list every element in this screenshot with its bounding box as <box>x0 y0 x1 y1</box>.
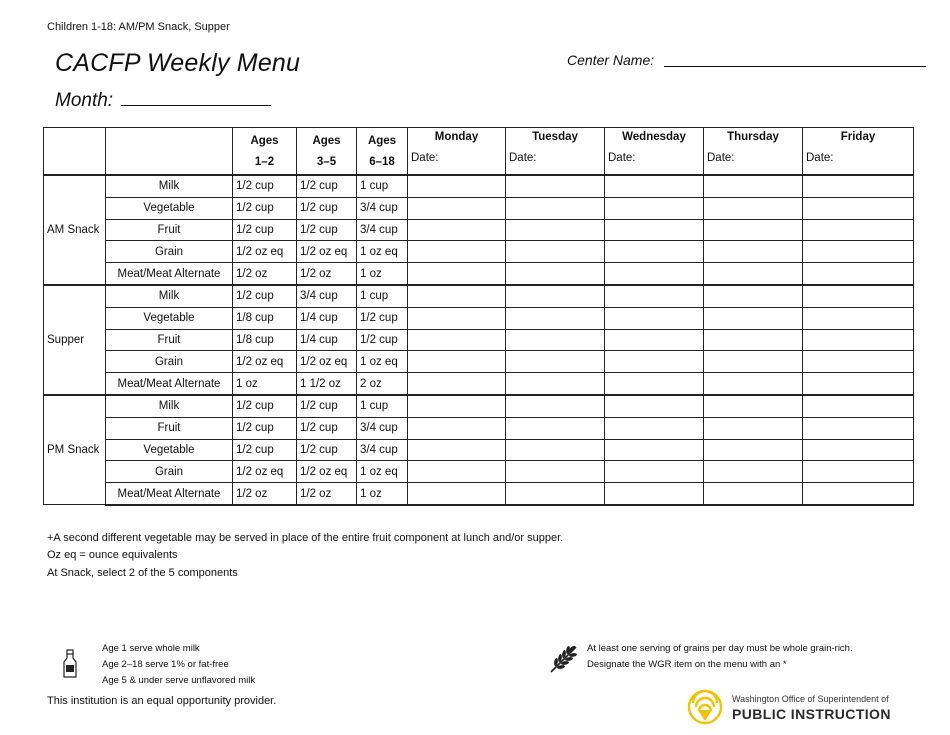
menu-entry-thursday[interactable] <box>704 329 803 351</box>
serving-size-a618: 1/2 cup <box>357 329 408 351</box>
table-row <box>44 285 914 307</box>
menu-entry-friday[interactable] <box>803 417 914 439</box>
footnote: Oz eq = ounce equivalents <box>47 549 178 561</box>
day-header-monday: Monday Date: <box>408 128 506 176</box>
menu-entry-friday[interactable] <box>803 373 914 395</box>
serving-size-a12: 1/8 cup <box>233 307 297 329</box>
component-name: Vegetable <box>106 197 233 219</box>
serving-size-a12: 1/2 cup <box>233 219 297 241</box>
component-name: Grain <box>106 241 233 263</box>
menu-entry-thursday[interactable] <box>704 373 803 395</box>
center-name-label: Center Name: <box>567 52 655 68</box>
table-header-row <box>44 128 914 176</box>
menu-entry-thursday[interactable] <box>704 241 803 263</box>
page-title: CACFP Weekly Menu <box>55 49 301 77</box>
org-name-line1: Washington Office of Superintendent of <box>732 694 889 704</box>
menu-entry-wednesday[interactable] <box>605 461 704 483</box>
serving-size-a12: 1/2 cup <box>233 395 297 417</box>
serving-size-a618: 1 cup <box>357 175 408 197</box>
serving-size-a12: 1/2 oz eq <box>233 241 297 263</box>
table-row <box>44 263 914 285</box>
serving-size-a12: 1/2 cup <box>233 285 297 307</box>
component-name: Grain <box>106 351 233 373</box>
table-row <box>44 329 914 351</box>
serving-size-a35: 1/4 cup <box>297 307 357 329</box>
menu-entry-monday[interactable] <box>408 417 506 439</box>
meal-name: Supper <box>44 285 106 395</box>
menu-entry-monday[interactable] <box>408 373 506 395</box>
serving-size-a35: 1/2 cup <box>297 197 357 219</box>
menu-entry-tuesday[interactable] <box>506 175 605 197</box>
serving-size-a618: 3/4 cup <box>357 197 408 219</box>
menu-entry-monday[interactable] <box>408 175 506 197</box>
component-name: Vegetable <box>106 307 233 329</box>
table-row <box>44 417 914 439</box>
serving-size-a618: 1/2 cup <box>357 307 408 329</box>
serving-size-a35: 1/2 cup <box>297 417 357 439</box>
serving-size-a618: 1 oz <box>357 263 408 285</box>
table-row <box>44 197 914 219</box>
menu-entry-tuesday[interactable] <box>506 483 605 505</box>
menu-entry-thursday[interactable] <box>704 395 803 417</box>
serving-size-a12: 1/2 cup <box>233 417 297 439</box>
menu-entry-wednesday[interactable] <box>605 307 704 329</box>
serving-size-a35: 1/2 cup <box>297 395 357 417</box>
center-name-blank[interactable] <box>664 66 926 67</box>
serving-size-a12: 1/2 oz <box>233 483 297 505</box>
menu-entry-friday[interactable] <box>803 351 914 373</box>
menu-entry-monday[interactable] <box>408 197 506 219</box>
date-label: Date: <box>411 152 439 164</box>
menu-entry-friday[interactable] <box>803 439 914 461</box>
milk-note: Age 2–18 serve 1% or fat-free <box>102 659 229 670</box>
table-row <box>44 351 914 373</box>
menu-entry-friday[interactable] <box>803 483 914 505</box>
serving-size-a12: 1 oz <box>233 373 297 395</box>
component-name: Milk <box>106 395 233 417</box>
menu-entry-monday[interactable] <box>408 483 506 505</box>
table-row <box>44 307 914 329</box>
date-label: Date: <box>806 152 834 164</box>
menu-entry-wednesday[interactable] <box>605 285 704 307</box>
component-name: Meat/Meat Alternate <box>106 373 233 395</box>
menu-entry-tuesday[interactable] <box>506 395 605 417</box>
serving-size-a618: 3/4 cup <box>357 439 408 461</box>
serving-size-a618: 3/4 cup <box>357 219 408 241</box>
serving-size-a12: 1/2 oz eq <box>233 461 297 483</box>
serving-size-a35: 1/2 oz <box>297 263 357 285</box>
blank-header <box>44 128 106 176</box>
menu-entry-monday[interactable] <box>408 461 506 483</box>
serving-size-a618: 3/4 cup <box>357 417 408 439</box>
menu-entry-tuesday[interactable] <box>506 351 605 373</box>
menu-entry-wednesday[interactable] <box>605 351 704 373</box>
wheat-icon <box>548 643 580 675</box>
menu-table <box>43 127 914 506</box>
age-header-6-18: Ages 6–18 <box>357 128 408 176</box>
serving-size-a35: 1/2 cup <box>297 219 357 241</box>
component-name: Grain <box>106 461 233 483</box>
menu-entry-wednesday[interactable] <box>605 439 704 461</box>
serving-size-a12: 1/2 cup <box>233 175 297 197</box>
page-subtitle: Children 1-18: AM/PM Snack, Supper <box>47 21 230 33</box>
serving-size-a618: 1 oz eq <box>357 461 408 483</box>
menu-entry-thursday[interactable] <box>704 285 803 307</box>
serving-size-a12: 1/2 cup <box>233 197 297 219</box>
date-label: Date: <box>509 152 537 164</box>
menu-entry-wednesday[interactable] <box>605 219 704 241</box>
day-header-thursday: Thursday Date: <box>704 128 803 176</box>
menu-entry-thursday[interactable] <box>704 263 803 285</box>
menu-entry-wednesday[interactable] <box>605 329 704 351</box>
serving-size-a35: 1/2 oz <box>297 483 357 505</box>
ospi-sun-logo <box>686 688 724 726</box>
serving-size-a35: 1/2 oz eq <box>297 241 357 263</box>
menu-entry-friday[interactable] <box>803 307 914 329</box>
footnote: +A second different vegetable may be served in place of the entire fruit component at lunch and/or supper. <box>47 532 564 544</box>
grain-note: Designate the WGR item on the menu with an * <box>587 659 787 670</box>
menu-entry-thursday[interactable] <box>704 483 803 505</box>
component-name: Fruit <box>106 329 233 351</box>
menu-entry-monday[interactable] <box>408 439 506 461</box>
menu-entry-wednesday[interactable] <box>605 263 704 285</box>
menu-entry-thursday[interactable] <box>704 461 803 483</box>
serving-size-a618: 1 oz eq <box>357 241 408 263</box>
table-row <box>44 483 914 505</box>
menu-entry-tuesday[interactable] <box>506 329 605 351</box>
age-header-3-5: Ages 3–5 <box>297 128 357 176</box>
menu-entry-tuesday[interactable] <box>506 461 605 483</box>
menu-entry-thursday[interactable] <box>704 439 803 461</box>
serving-size-a35: 1/4 cup <box>297 329 357 351</box>
serving-size-a12: 1/2 cup <box>233 439 297 461</box>
menu-entry-friday[interactable] <box>803 329 914 351</box>
menu-entry-monday[interactable] <box>408 395 506 417</box>
menu-entry-wednesday[interactable] <box>605 483 704 505</box>
component-name: Vegetable <box>106 439 233 461</box>
menu-entry-tuesday[interactable] <box>506 373 605 395</box>
menu-entry-thursday[interactable] <box>704 417 803 439</box>
month-field <box>55 89 271 112</box>
meal-name: AM Snack <box>44 175 106 285</box>
menu-entry-wednesday[interactable] <box>605 373 704 395</box>
menu-entry-monday[interactable] <box>408 351 506 373</box>
serving-size-a618: 1 cup <box>357 285 408 307</box>
menu-entry-tuesday[interactable] <box>506 263 605 285</box>
menu-body <box>44 175 914 505</box>
menu-entry-thursday[interactable] <box>704 197 803 219</box>
menu-entry-tuesday[interactable] <box>506 439 605 461</box>
menu-entry-wednesday[interactable] <box>605 395 704 417</box>
table-row <box>44 395 914 417</box>
menu-entry-friday[interactable] <box>803 395 914 417</box>
menu-entry-friday[interactable] <box>803 285 914 307</box>
component-name: Milk <box>106 175 233 197</box>
menu-entry-monday[interactable] <box>408 219 506 241</box>
menu-entry-friday[interactable] <box>803 461 914 483</box>
month-blank[interactable] <box>121 89 271 106</box>
component-name: Fruit <box>106 219 233 241</box>
serving-size-a618: 2 oz <box>357 373 408 395</box>
serving-size-a35: 1/2 cup <box>297 175 357 197</box>
table-row <box>44 439 914 461</box>
date-label: Date: <box>608 152 636 164</box>
day-header-friday: Friday Date: <box>803 128 914 176</box>
menu-entry-wednesday[interactable] <box>605 417 704 439</box>
month-label: Month: <box>55 90 114 111</box>
menu-entry-monday[interactable] <box>408 285 506 307</box>
menu-entry-tuesday[interactable] <box>506 241 605 263</box>
serving-size-a618: 1 oz <box>357 483 408 505</box>
milk-bottle-icon <box>62 649 78 679</box>
menu-entry-wednesday[interactable] <box>605 197 704 219</box>
serving-size-a35: 1/2 oz eq <box>297 351 357 373</box>
menu-entry-tuesday[interactable] <box>506 417 605 439</box>
age-header-1-2: Ages 1–2 <box>233 128 297 176</box>
menu-entry-friday[interactable] <box>803 219 914 241</box>
serving-size-a35: 1/2 oz eq <box>297 461 357 483</box>
menu-entry-monday[interactable] <box>408 307 506 329</box>
menu-entry-wednesday[interactable] <box>605 175 704 197</box>
serving-size-a35: 1/2 cup <box>297 439 357 461</box>
serving-size-a35: 1 1/2 oz <box>297 373 357 395</box>
table-row <box>44 219 914 241</box>
menu-entry-thursday[interactable] <box>704 351 803 373</box>
serving-size-a618: 1 oz eq <box>357 351 408 373</box>
table-row <box>44 241 914 263</box>
day-header-wednesday: Wednesday Date: <box>605 128 704 176</box>
menu-entry-tuesday[interactable] <box>506 219 605 241</box>
component-name: Meat/Meat Alternate <box>106 263 233 285</box>
table-row <box>44 175 914 197</box>
grain-notes <box>587 641 853 673</box>
grain-note: At least one serving of grains per day must be whole grain-rich. <box>587 643 853 654</box>
menu-entry-thursday[interactable] <box>704 219 803 241</box>
menu-entry-thursday[interactable] <box>704 175 803 197</box>
menu-entry-thursday[interactable] <box>704 307 803 329</box>
serving-size-a618: 1 cup <box>357 395 408 417</box>
milk-note: Age 1 serve whole milk <box>102 643 200 654</box>
table-row <box>44 461 914 483</box>
menu-entry-monday[interactable] <box>408 263 506 285</box>
menu-entry-tuesday[interactable] <box>506 285 605 307</box>
menu-entry-monday[interactable] <box>408 329 506 351</box>
menu-entry-friday[interactable] <box>803 175 914 197</box>
equal-opportunity-statement: This institution is an equal opportunity provider. <box>47 695 277 707</box>
org-name-line2: PUBLIC INSTRUCTION <box>732 706 891 722</box>
menu-entry-friday[interactable] <box>803 197 914 219</box>
menu-entry-monday[interactable] <box>408 241 506 263</box>
blank-header <box>106 128 233 176</box>
day-header-tuesday: Tuesday Date: <box>506 128 605 176</box>
table-row <box>44 373 914 395</box>
serving-size-a35: 3/4 cup <box>297 285 357 307</box>
menu-entry-friday[interactable] <box>803 263 914 285</box>
serving-size-a12: 1/8 cup <box>233 329 297 351</box>
footnote: At Snack, select 2 of the 5 components <box>47 567 238 579</box>
milk-notes <box>102 641 255 689</box>
component-name: Milk <box>106 285 233 307</box>
component-name: Fruit <box>106 417 233 439</box>
date-label: Date: <box>707 152 735 164</box>
menu-entry-tuesday[interactable] <box>506 307 605 329</box>
milk-note: Age 5 & under serve unflavored milk <box>102 675 256 686</box>
serving-size-a12: 1/2 oz eq <box>233 351 297 373</box>
menu-entry-friday[interactable] <box>803 241 914 263</box>
menu-entry-tuesday[interactable] <box>506 197 605 219</box>
component-name: Meat/Meat Alternate <box>106 483 233 505</box>
serving-size-a12: 1/2 oz <box>233 263 297 285</box>
menu-entry-wednesday[interactable] <box>605 241 704 263</box>
meal-name: PM Snack <box>44 395 106 505</box>
